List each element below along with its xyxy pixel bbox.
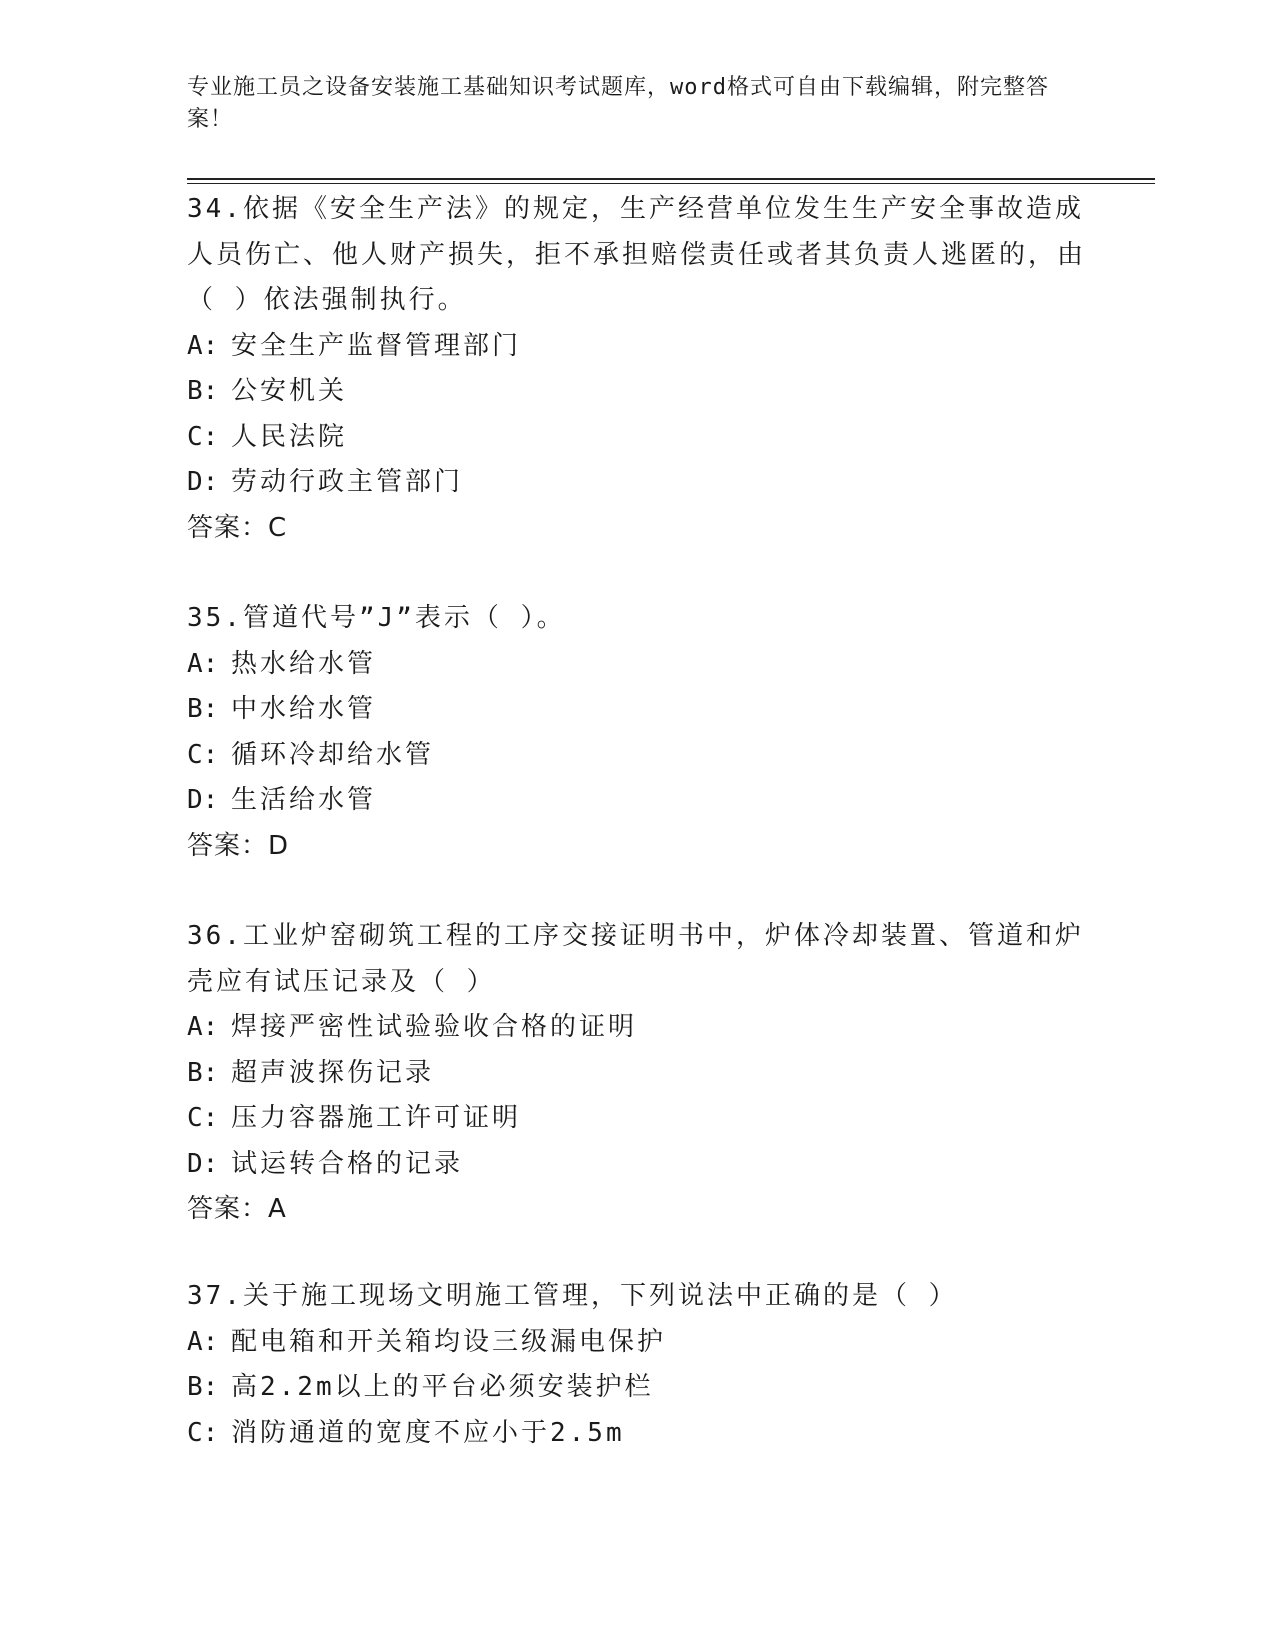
answer: 答案：C	[187, 512, 288, 543]
option-text: 公安机关	[231, 376, 348, 406]
question-35	[187, 596, 1087, 869]
option-key: C:	[187, 1103, 219, 1133]
option-b	[187, 1051, 1087, 1097]
option-a	[187, 642, 1087, 688]
option-b	[187, 687, 1087, 733]
option-c	[187, 733, 1087, 779]
option-text: 超声波探伤记录	[231, 1057, 435, 1088]
question-37	[187, 1274, 1087, 1456]
option-d	[187, 778, 1087, 824]
option-text: 消防通道的宽度不应小于2.5m	[231, 1417, 625, 1448]
option-key: C:	[187, 739, 219, 770]
option-text: 安全生产监督管理部门	[231, 330, 522, 361]
option-text: 中水给水管	[231, 694, 377, 724]
question-text: 35.管道代号”J”表示（ ）。	[187, 603, 566, 633]
question-text: 36.工业炉窑砌筑工程的工序交接证明书中，炉体冷却装置、管道和炉壳应有试压记录及（ ）	[187, 921, 1084, 997]
option-key: C:	[187, 1417, 219, 1448]
option-text: 生活给水管	[231, 785, 377, 815]
option-key: A:	[187, 648, 219, 679]
option-c	[187, 1096, 1087, 1142]
option-key: B:	[187, 694, 219, 724]
option-text: 劳动行政主管部门	[231, 467, 464, 497]
option-text: 焊接严密性试验验收合格的证明	[231, 1012, 638, 1042]
option-key: A:	[187, 1012, 219, 1042]
option-b	[187, 369, 1087, 415]
option-key: D:	[187, 785, 219, 815]
option-key: A:	[187, 1326, 219, 1357]
header-divider-thick	[187, 178, 1155, 180]
question-36	[187, 914, 1087, 1233]
option-key: B:	[187, 1057, 219, 1088]
option-text: 配电箱和开关箱均设三级漏电保护	[231, 1326, 667, 1357]
option-a	[187, 324, 1087, 370]
question-text: 34.依据《安全生产法》的规定，生产经营单位发生生产安全事故造成人员伤亡、他人财产损失，拒不承担赔偿责任或者其负责人逃匿的，由（ ）依法强制执行。	[187, 194, 1087, 315]
option-text: 人民法院	[231, 421, 348, 452]
option-c	[187, 415, 1087, 461]
option-text: 循环冷却给水管	[231, 739, 435, 770]
option-key: B:	[187, 1372, 219, 1402]
question-34	[187, 187, 1087, 551]
option-key: C:	[187, 421, 219, 452]
header-divider-thin	[187, 183, 1155, 184]
document-header: 专业施工员之设备安装施工基础知识考试题库，word格式可自由下载编辑，附完整答案！	[187, 75, 1049, 132]
question-text: 37.关于施工现场文明施工管理，下列说法中正确的是（ ）	[187, 1281, 958, 1311]
option-key: A:	[187, 330, 219, 361]
option-text: 试运转合格的记录	[231, 1148, 464, 1179]
answer: 答案：D	[187, 830, 290, 861]
option-text: 热水给水管	[231, 648, 377, 679]
option-a	[187, 1320, 1087, 1366]
option-b	[187, 1365, 1087, 1411]
option-d	[187, 460, 1087, 506]
option-key: B:	[187, 376, 219, 406]
option-c	[187, 1411, 1087, 1457]
option-text: 高2.2m以上的平台必须安装护栏	[231, 1372, 654, 1402]
option-key: D:	[187, 1148, 219, 1179]
option-text: 压力容器施工许可证明	[231, 1103, 522, 1133]
option-key: D:	[187, 467, 219, 497]
option-d	[187, 1142, 1087, 1188]
answer: 答案：A	[187, 1194, 287, 1224]
option-a	[187, 1005, 1087, 1051]
